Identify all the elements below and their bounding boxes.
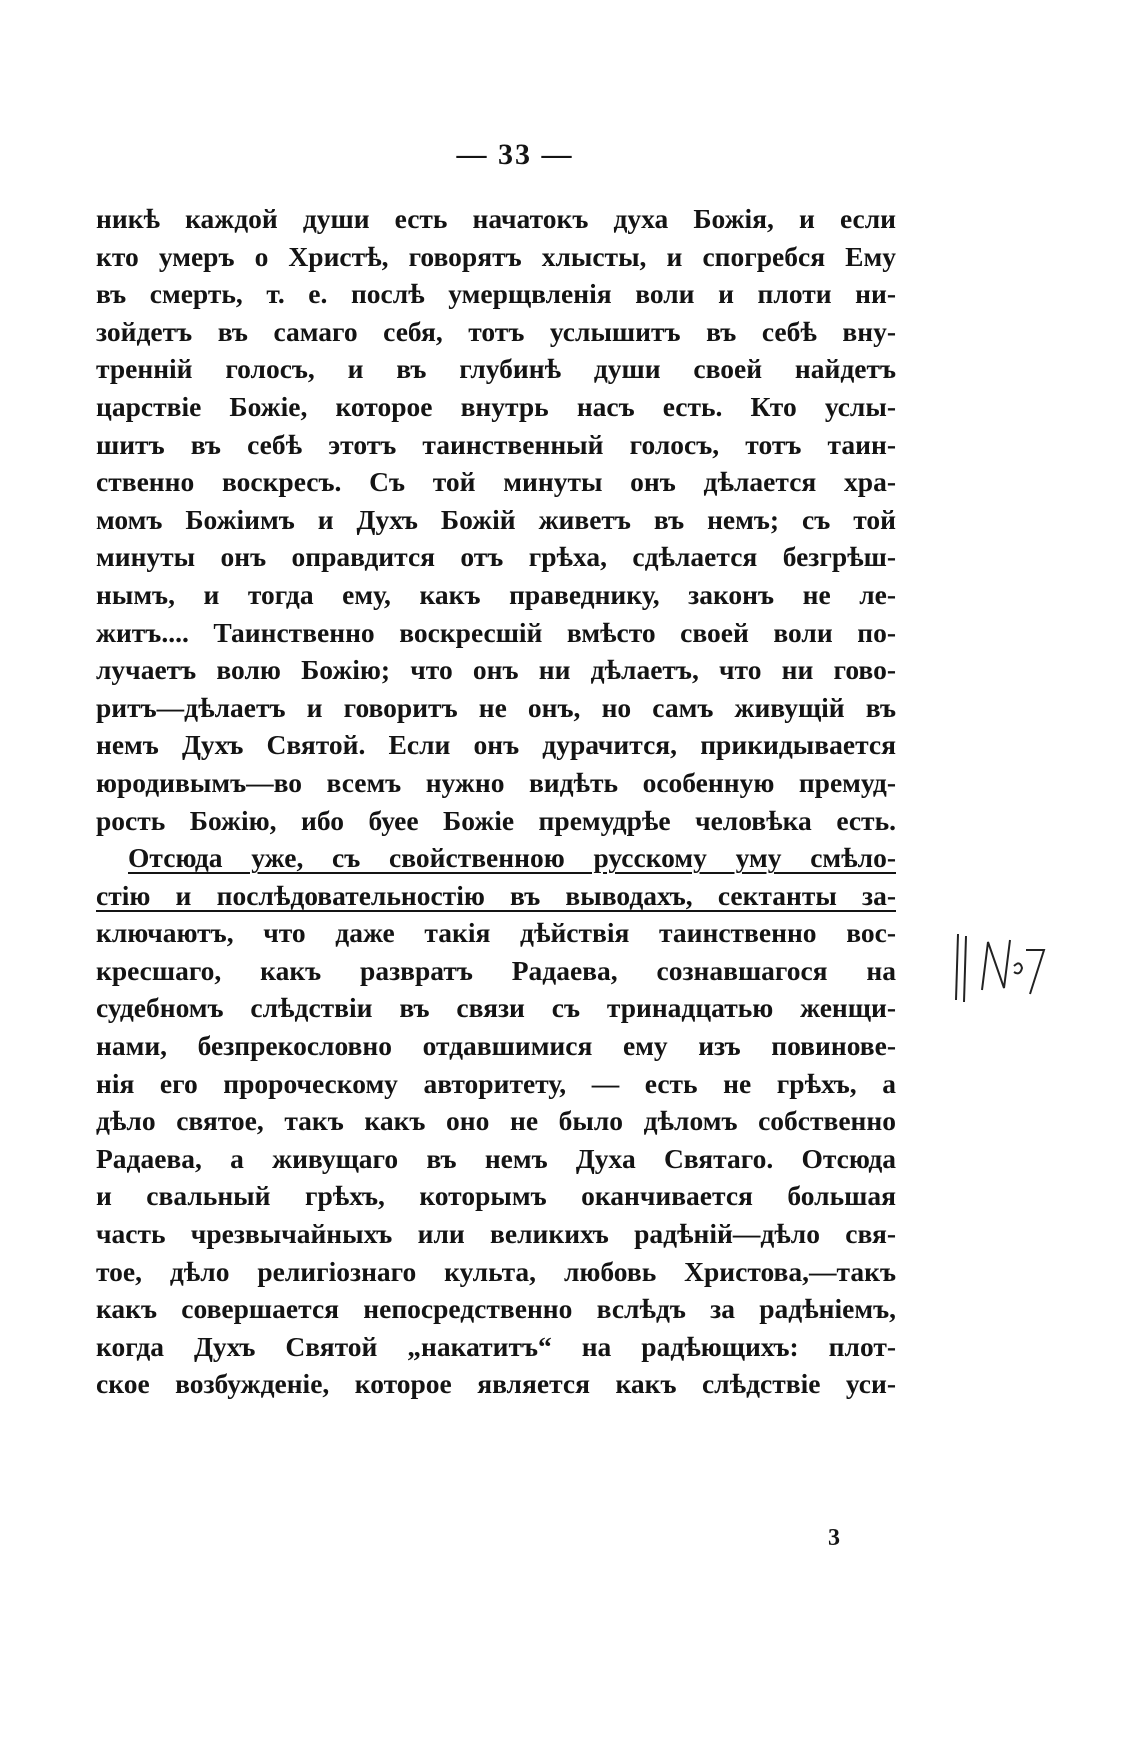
page-number: — 33 — bbox=[456, 138, 574, 171]
text-line: тренній голосъ, и въ глубинѣ души своей найдетъ bbox=[96, 353, 896, 385]
text-line: царствіе Божіе, которое внутрь насъ есть. Кто услы- bbox=[96, 390, 896, 422]
text-line: судебномъ слѣдствіи въ связи съ тринадцатью женщи- bbox=[96, 992, 896, 1024]
body-text bbox=[96, 200, 896, 1403]
text-line-underlined: стію и послѣдовательностію въ выводахъ, сектанты за- bbox=[96, 879, 896, 911]
text-line: когда Духъ Святой „накатитъ“ на радѣющихъ: плот- bbox=[96, 1330, 896, 1362]
text-line: зойдетъ въ самаго себя, тотъ услышитъ въ себѣ вну- bbox=[96, 315, 896, 347]
text-line: нія его пророческому авторитету, — есть не грѣхъ, а bbox=[96, 1067, 896, 1099]
text-line: какъ совершается непосредственно вслѣдъ за радѣніемъ, bbox=[96, 1293, 896, 1325]
text-line: дѣло святое, такъ какъ оно не было дѣломъ собственно bbox=[96, 1105, 896, 1137]
text-line: рость Божію, ибо буее Божіе премудрѣе человѣка есть. bbox=[96, 804, 896, 836]
handwritten-margin-mark bbox=[950, 930, 1050, 1010]
text-line: никѣ каждой души есть начатокъ духа Божія, и если bbox=[96, 203, 896, 234]
text-line: тое, дѣло религіознаго культа, любовь Христова,—такъ bbox=[96, 1255, 896, 1287]
handwritten-mark-icon bbox=[950, 930, 1050, 1010]
text-line: шитъ въ себѣ этотъ таинственный голосъ, тотъ таин- bbox=[96, 428, 896, 460]
text-line: юродивымъ—во всемъ нужно видѣть особенную премуд- bbox=[96, 766, 896, 798]
text-line: немъ Духъ Святой. Если онъ дурачится, прикидывается bbox=[96, 729, 896, 761]
text-line: лучаетъ волю Божію; что онъ ни дѣлаетъ, что ни гово- bbox=[96, 654, 896, 686]
text-line: кто умеръ о Христѣ, говорятъ хлысты, и спогребся Ему bbox=[96, 240, 896, 272]
text-line: Радаева, а живущаго въ немъ Духа Святаго. Отсюда bbox=[96, 1142, 896, 1174]
text-line: минуты онъ оправдится отъ грѣха, сдѣлается безгрѣш- bbox=[96, 541, 896, 573]
text-line: нымъ, и тогда ему, какъ праведнику, законъ не ле- bbox=[96, 578, 896, 610]
text-line: ственно воскресъ. Съ той минуты онъ дѣлается хра- bbox=[96, 466, 896, 498]
text-line: нами, безпрекословно отдавшимися ему изъ повинове- bbox=[96, 1030, 896, 1062]
text-line: часть чрезвычайныхъ или великихъ радѣній—дѣло свя- bbox=[96, 1218, 896, 1250]
text-line: момъ Божіимъ и Духъ Божій живетъ въ немъ; съ той bbox=[96, 503, 896, 535]
text-line-underlined: Отсюда уже, съ свойственною русскому уму смѣло- bbox=[128, 842, 896, 874]
text-line: ское возбужденіе, которое является какъ слѣдствіе уси- bbox=[96, 1368, 896, 1400]
text-line: ритъ—дѣлаетъ и говоритъ не онъ, но самъ живущій въ bbox=[96, 691, 896, 723]
sheet-number: 3 bbox=[828, 1525, 840, 1551]
text-line: ключаютъ, что даже такія дѣйствія таинственно вос- bbox=[96, 917, 896, 949]
text-line: житъ.... Таинственно воскресшій вмѣсто своей воли по- bbox=[96, 616, 896, 648]
text-line: въ смерть, т. е. послѣ умерщвленія воли и плоти ни- bbox=[96, 278, 896, 310]
text-line: кресшаго, какъ развратъ Радаева, сознавшагося на bbox=[96, 954, 896, 986]
text-line: и свальный грѣхъ, которымъ оканчивается большая bbox=[96, 1180, 896, 1212]
